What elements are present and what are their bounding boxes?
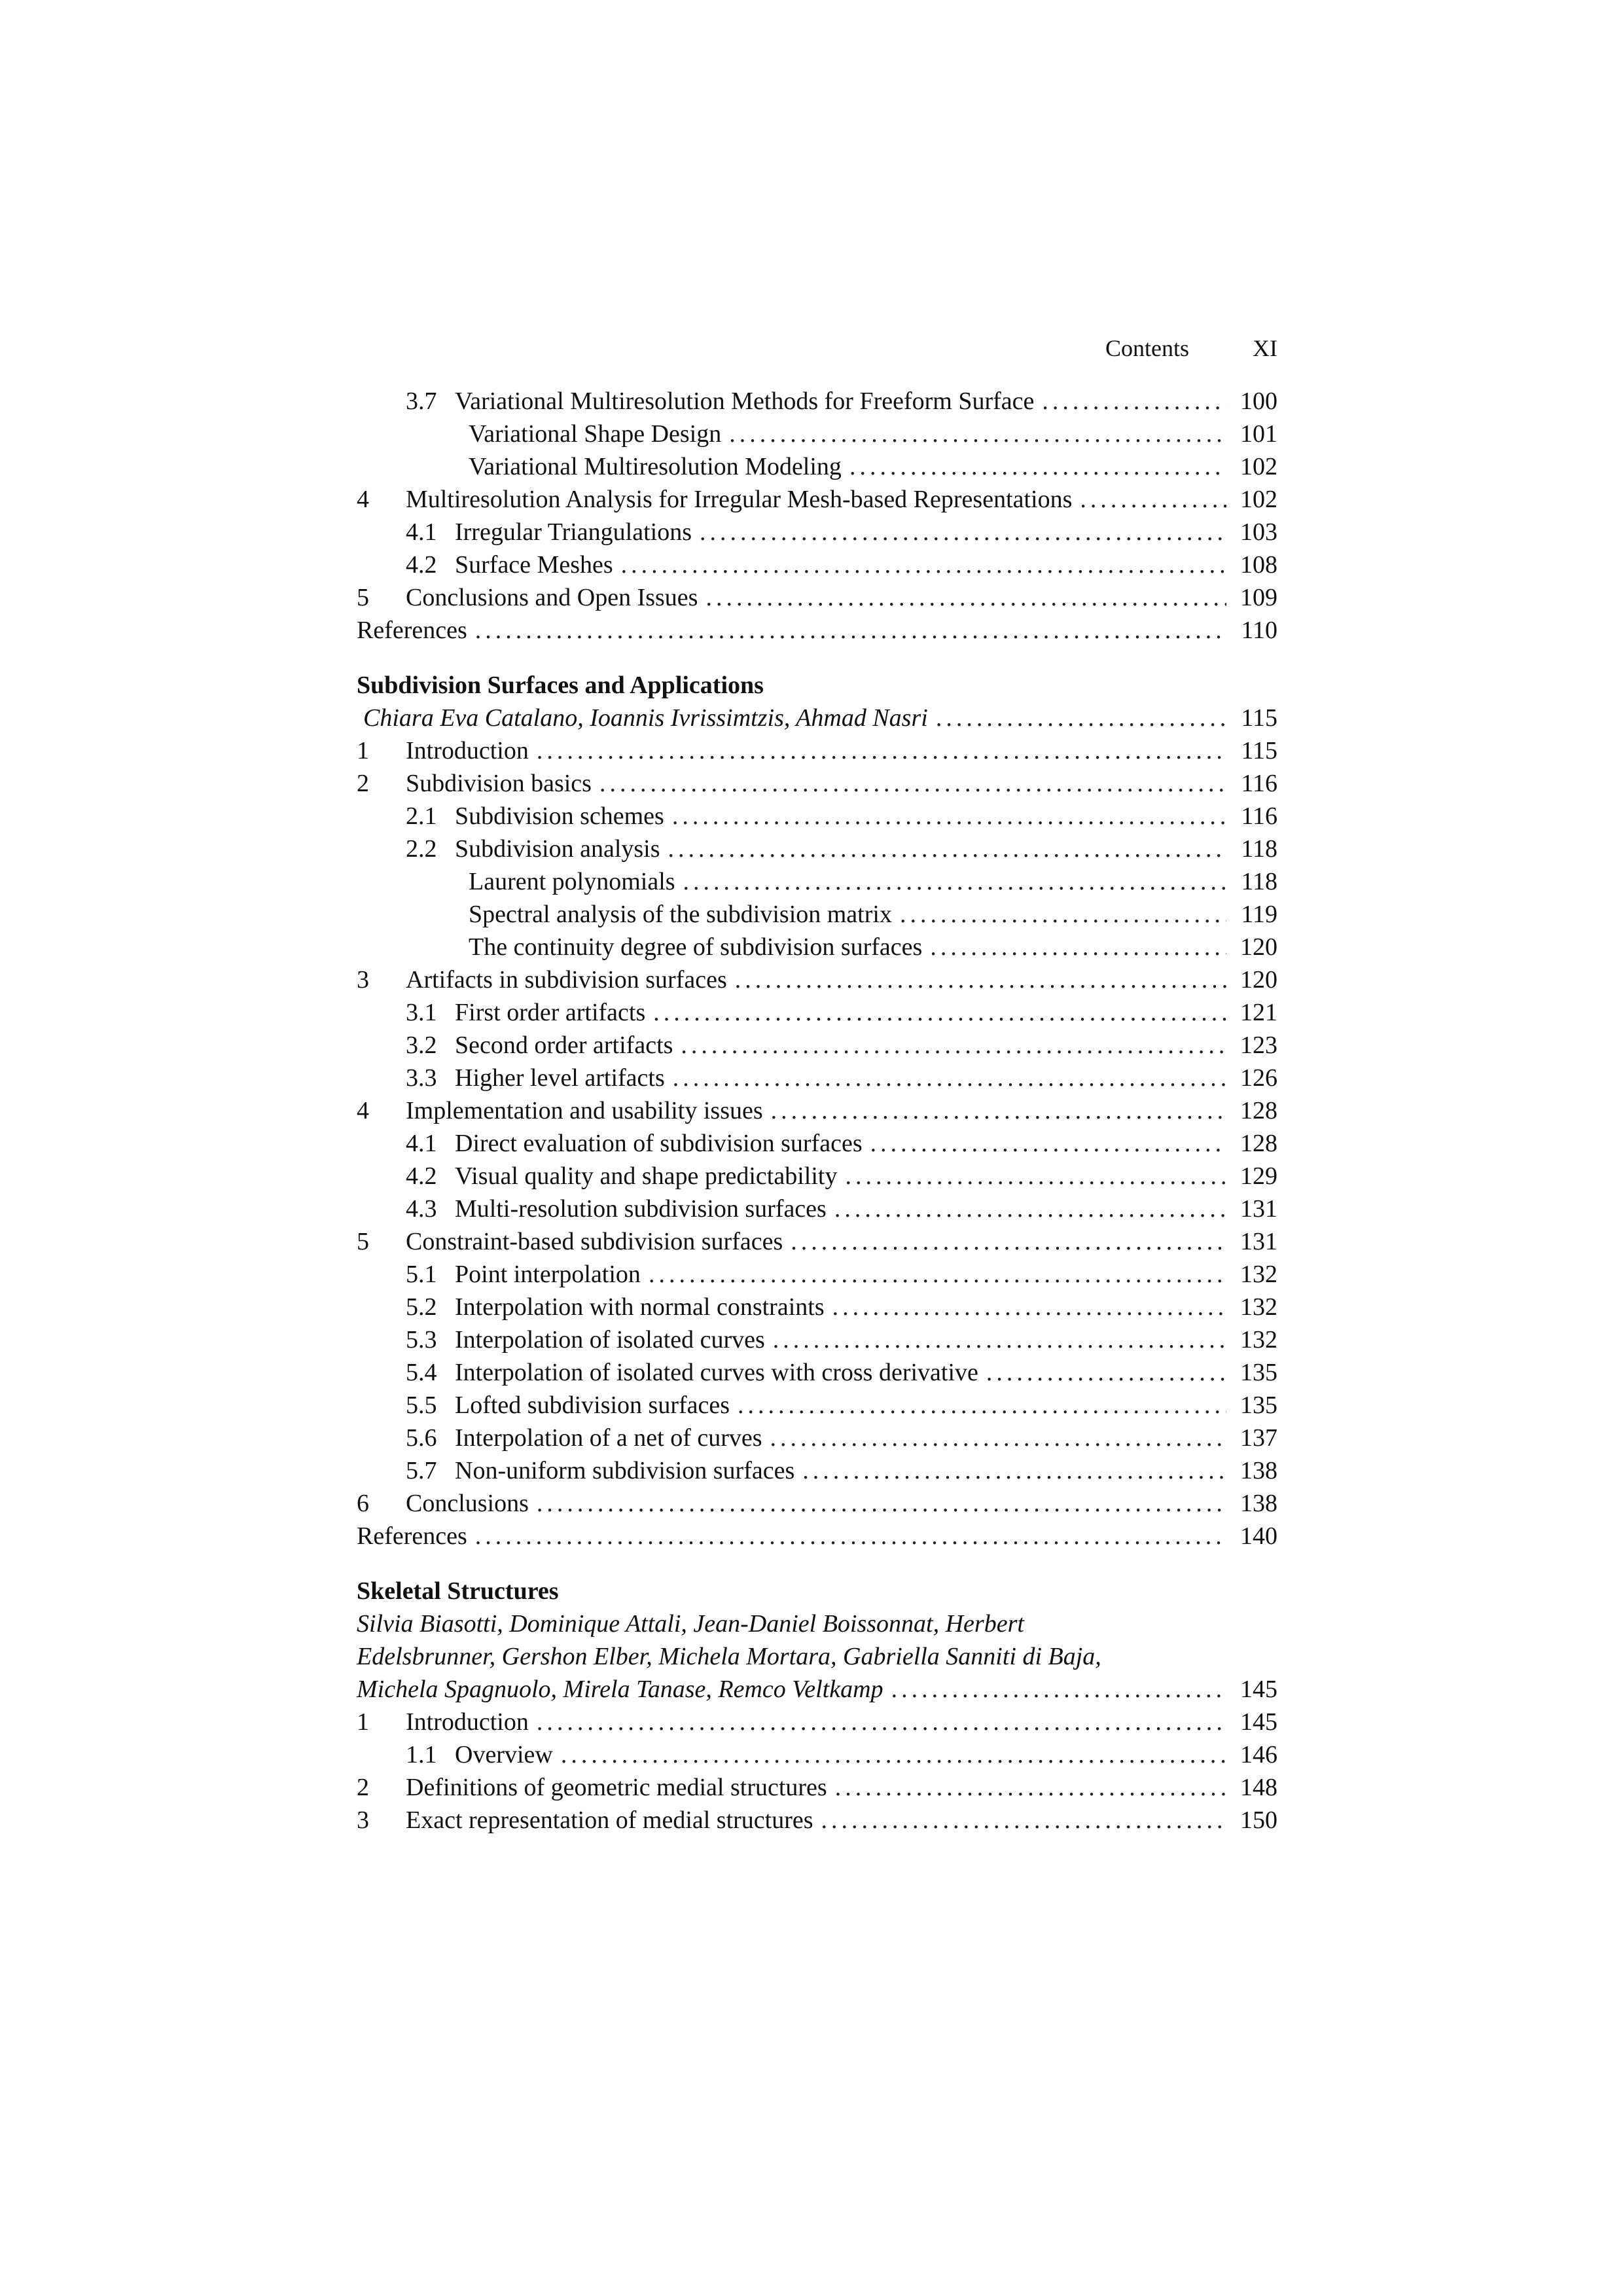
toc-entry-page: 132 (1240, 1293, 1277, 1321)
toc-entry-title: Subdivision analysis (455, 835, 660, 863)
toc-entry-title: Introduction (406, 737, 529, 764)
dot-leader (475, 614, 1226, 647)
toc-entry-page: 140 (1240, 1522, 1277, 1550)
toc-entry-number: 3.7 (406, 387, 437, 415)
dot-leader (537, 1487, 1226, 1520)
toc-entry-title: First order artifacts (455, 999, 646, 1026)
toc-entry-number: 4 (357, 486, 369, 513)
toc-entry-page: 120 (1240, 966, 1277, 994)
toc-entry-page: 123 (1240, 1031, 1277, 1059)
toc-entry-page: 138 (1240, 1457, 1277, 1484)
toc-entry (357, 385, 1277, 418)
dot-leader (683, 865, 1226, 898)
toc-entry-title: Subdivision basics (406, 770, 592, 797)
toc-entry-page: 110 (1241, 617, 1277, 644)
dot-leader (705, 581, 1226, 614)
dot-leader (821, 1804, 1226, 1837)
header-page-number: XI (1253, 335, 1277, 361)
toc-entry-page: 131 (1240, 1195, 1277, 1223)
toc-entry-page: 135 (1240, 1391, 1277, 1419)
toc-entry-page: 121 (1240, 999, 1277, 1026)
toc-entry-page: 128 (1240, 1130, 1277, 1157)
toc-entry (357, 1771, 1277, 1804)
toc-entry-number: 3 (357, 1806, 369, 1834)
toc-entry (357, 1356, 1277, 1389)
dot-leader (891, 1673, 1226, 1706)
toc-entry (357, 1160, 1277, 1193)
header-title: Contents (1105, 335, 1189, 361)
dot-leader (672, 800, 1226, 833)
table-of-contents (357, 385, 1277, 1837)
toc-entry-page: 145 (1240, 1708, 1277, 1736)
toc-entry-page: 102 (1240, 486, 1277, 513)
toc-entry-number: 5.1 (406, 1261, 437, 1288)
toc-entry-number: 2.1 (406, 802, 437, 830)
dot-leader (849, 450, 1226, 483)
toc-entry-page: 119 (1241, 901, 1277, 928)
toc-entry-title: Overview (455, 1741, 553, 1768)
chapter-authors-line-3: Michela Spagnuolo, Mirela Tanase, Remco Veltkamp (357, 1676, 883, 1703)
toc-entry-title: Conclusions (406, 1490, 529, 1517)
toc-entry (357, 1323, 1277, 1356)
toc-entry (357, 963, 1277, 996)
toc-entry-title: Exact representation of medial structures (406, 1806, 813, 1834)
toc-entry-page: 128 (1240, 1097, 1277, 1124)
toc-entry-page: 137 (1240, 1424, 1277, 1452)
toc-entry-number: 3 (357, 966, 369, 994)
toc-entry-page: 100 (1240, 387, 1277, 415)
toc-entry-number: 5 (357, 584, 369, 611)
running-header (357, 332, 1277, 364)
dot-leader (673, 1062, 1226, 1094)
toc-entry (357, 767, 1277, 800)
dot-leader (621, 548, 1226, 581)
toc-entry-title: Multi-resolution subdivision surfaces (455, 1195, 827, 1223)
dot-leader (900, 898, 1226, 931)
toc-entry-title: Interpolation of a net of curves (455, 1424, 762, 1452)
toc-entry-title: Visual quality and shape predictability (455, 1162, 838, 1190)
chapter-authors-row (357, 702, 1277, 734)
toc-entry-title: References (357, 617, 467, 644)
toc-entry-page: 103 (1240, 518, 1277, 546)
toc-entry-page: 115 (1241, 737, 1277, 764)
dot-leader (930, 931, 1226, 963)
toc-entry-title: Definitions of geometric medial structures (406, 1774, 827, 1801)
dot-leader (771, 1094, 1226, 1127)
dot-leader (986, 1356, 1226, 1389)
toc-entry-number: 4 (357, 1097, 369, 1124)
toc-entry-number: 5.5 (406, 1391, 437, 1419)
toc-entry-title: Variational Multiresolution Modeling (469, 453, 842, 480)
toc-entry-number: 5.3 (406, 1326, 437, 1354)
toc-entry-page: 135 (1240, 1359, 1277, 1386)
toc-entry-title: Lofted subdivision surfaces (455, 1391, 730, 1419)
toc-entry (357, 1029, 1277, 1062)
toc-entry (357, 483, 1277, 516)
toc-entry (357, 1193, 1277, 1225)
toc-entry-number: 2 (357, 1774, 369, 1801)
toc-entry-page: 150 (1240, 1806, 1277, 1834)
toc-entry-number: 2.2 (406, 835, 437, 863)
toc-entry (357, 1487, 1277, 1520)
dot-leader (835, 1771, 1226, 1804)
toc-section-subdivision (357, 734, 1277, 1552)
toc-entry (357, 1422, 1277, 1454)
toc-entry-number: 1.1 (406, 1741, 437, 1768)
toc-entry (357, 450, 1277, 483)
chapter-authors: Chiara Eva Catalano, Ioannis Ivrissimtzis, Ahmad Nasri (363, 704, 928, 732)
toc-entry (357, 734, 1277, 767)
toc-entry-title: Subdivision schemes (455, 802, 664, 830)
toc-entry-number: 4.1 (406, 518, 437, 546)
toc-entry (357, 1258, 1277, 1291)
dot-leader (738, 1389, 1226, 1422)
toc-entry (357, 1389, 1277, 1422)
chapter-start-page: 115 (1241, 704, 1277, 732)
toc-entry (357, 516, 1277, 548)
toc-entry-number: 1 (357, 1708, 369, 1736)
toc-entry-number: 5.7 (406, 1457, 437, 1484)
toc-entry (357, 581, 1277, 614)
toc-entry-number: 6 (357, 1490, 369, 1517)
toc-entry-title: Irregular Triangulations (455, 518, 692, 546)
toc-entry-page: 116 (1241, 770, 1277, 797)
toc-entry (357, 1706, 1277, 1738)
dot-leader (537, 1706, 1226, 1738)
toc-entry-title: Laurent polynomials (469, 868, 675, 895)
toc-entry-page: 131 (1240, 1228, 1277, 1255)
chapter-authors-row (357, 1673, 1277, 1706)
dot-leader (834, 1193, 1226, 1225)
toc-entry-page: 126 (1240, 1064, 1277, 1092)
toc-entry-number: 4.3 (406, 1195, 437, 1223)
toc-entry-title: Interpolation of isolated curves (455, 1326, 765, 1354)
toc-entry-title: Interpolation with normal constraints (455, 1293, 825, 1321)
toc-entry (357, 614, 1277, 647)
dot-leader (599, 767, 1226, 800)
toc-entry-page: 116 (1241, 802, 1277, 830)
toc-entry-title: The continuity degree of subdivision surfaces (469, 933, 923, 961)
toc-entry-title: Point interpolation (455, 1261, 641, 1288)
toc-entry (357, 1291, 1277, 1323)
toc-entry (357, 1454, 1277, 1487)
toc-entry (357, 1738, 1277, 1771)
toc-entry-title: Constraint-based subdivision surfaces (406, 1228, 783, 1255)
toc-entry-page: 120 (1240, 933, 1277, 961)
toc-entry-title: References (357, 1522, 467, 1550)
toc-entry (357, 865, 1277, 898)
chapter-start-page: 145 (1240, 1676, 1277, 1703)
dot-leader (649, 1258, 1226, 1291)
dot-leader (475, 1520, 1226, 1552)
toc-entry-title: Non-uniform subdivision surfaces (455, 1457, 795, 1484)
toc-entry-number: 4.1 (406, 1130, 437, 1157)
toc-entry-number: 4.2 (406, 551, 437, 579)
dot-leader (936, 702, 1226, 734)
dot-leader (1080, 483, 1226, 516)
dot-leader (653, 996, 1226, 1029)
dot-leader (845, 1160, 1226, 1193)
toc-entry-number: 5.6 (406, 1424, 437, 1452)
dot-leader (791, 1225, 1226, 1258)
toc-entry (357, 1127, 1277, 1160)
toc-entry-title: Artifacts in subdivision surfaces (406, 966, 727, 994)
toc-entry (357, 418, 1277, 450)
toc-entry-title: Variational Shape Design (469, 420, 722, 448)
dot-leader (832, 1291, 1226, 1323)
toc-entry-number: 5.4 (406, 1359, 437, 1386)
dot-leader (770, 1422, 1226, 1454)
toc-entry-page: 148 (1240, 1774, 1277, 1801)
toc-entry-title: Interpolation of isolated curves with cross derivative (455, 1359, 978, 1386)
toc-entry-title: Implementation and usability issues (406, 1097, 763, 1124)
toc-entry-page: 146 (1240, 1741, 1277, 1768)
dot-leader (870, 1127, 1226, 1160)
toc-entry (357, 548, 1277, 581)
dot-leader (537, 734, 1226, 767)
toc-entry-page: 102 (1240, 453, 1277, 480)
toc-section-previous-chapter (357, 385, 1277, 647)
toc-entry (357, 1094, 1277, 1127)
toc-entry (357, 931, 1277, 963)
toc-entry (357, 1520, 1277, 1552)
chapter-authors-line-2: Edelsbrunner, Gershon Elber, Michela Mortara, Gabriella Sanniti di Baja, (357, 1643, 1101, 1670)
toc-entry-page: 118 (1241, 835, 1277, 863)
dot-leader (729, 418, 1226, 450)
toc-entry-number: 3.1 (406, 999, 437, 1026)
toc-entry-page: 109 (1240, 584, 1277, 611)
toc-entry-title: Second order artifacts (455, 1031, 673, 1059)
dot-leader (681, 1029, 1226, 1062)
toc-entry-number: 5.2 (406, 1293, 437, 1321)
chapter-title-subdivision: Subdivision Surfaces and Applications (357, 672, 764, 699)
toc-entry (357, 996, 1277, 1029)
toc-entry-number: 4.2 (406, 1162, 437, 1190)
toc-entry-title: Spectral analysis of the subdivision matrix (469, 901, 892, 928)
toc-entry (357, 1225, 1277, 1258)
toc-entry-number: 3.3 (406, 1064, 437, 1092)
dot-leader (668, 833, 1226, 865)
toc-entry-number: 2 (357, 770, 369, 797)
chapter-authors-line-1: Silvia Biasotti, Dominique Attali, Jean-Daniel Boissonnat, Herbert (357, 1610, 1024, 1638)
toc-entry-page: 108 (1240, 551, 1277, 579)
chapter-title-skeletal: Skeletal Structures (357, 1577, 559, 1605)
toc-entry-title: Conclusions and Open Issues (406, 584, 698, 611)
toc-entry-page: 129 (1240, 1162, 1277, 1190)
toc-entry-title: Direct evaluation of subdivision surfaces (455, 1130, 863, 1157)
toc-entry (357, 1062, 1277, 1094)
toc-entry-title: Surface Meshes (455, 551, 613, 579)
dot-leader (773, 1323, 1226, 1356)
toc-entry-page: 118 (1241, 868, 1277, 895)
dot-leader (802, 1454, 1226, 1487)
toc-entry-page: 101 (1240, 420, 1277, 448)
toc-entry (357, 898, 1277, 931)
toc-entry-page: 132 (1240, 1326, 1277, 1354)
toc-entry-page: 132 (1240, 1261, 1277, 1288)
dot-leader (1042, 385, 1226, 418)
toc-entry-title: Introduction (406, 1708, 529, 1736)
dot-leader (561, 1738, 1226, 1771)
dot-leader (735, 963, 1226, 996)
toc-entry-title: Variational Multiresolution Methods for Freeform Surface (455, 387, 1035, 415)
toc-entry-title: Higher level artifacts (455, 1064, 665, 1092)
toc-entry-page: 138 (1240, 1490, 1277, 1517)
toc-section-skeletal (357, 1706, 1277, 1837)
toc-entry (357, 800, 1277, 833)
dot-leader (700, 516, 1226, 548)
toc-entry-number: 3.2 (406, 1031, 437, 1059)
toc-entry-number: 1 (357, 737, 369, 764)
toc-entry-title: Multiresolution Analysis for Irregular Mesh-based Representations (406, 486, 1073, 513)
toc-entry-number: 5 (357, 1228, 369, 1255)
toc-entry (357, 1804, 1277, 1837)
toc-entry (357, 833, 1277, 865)
